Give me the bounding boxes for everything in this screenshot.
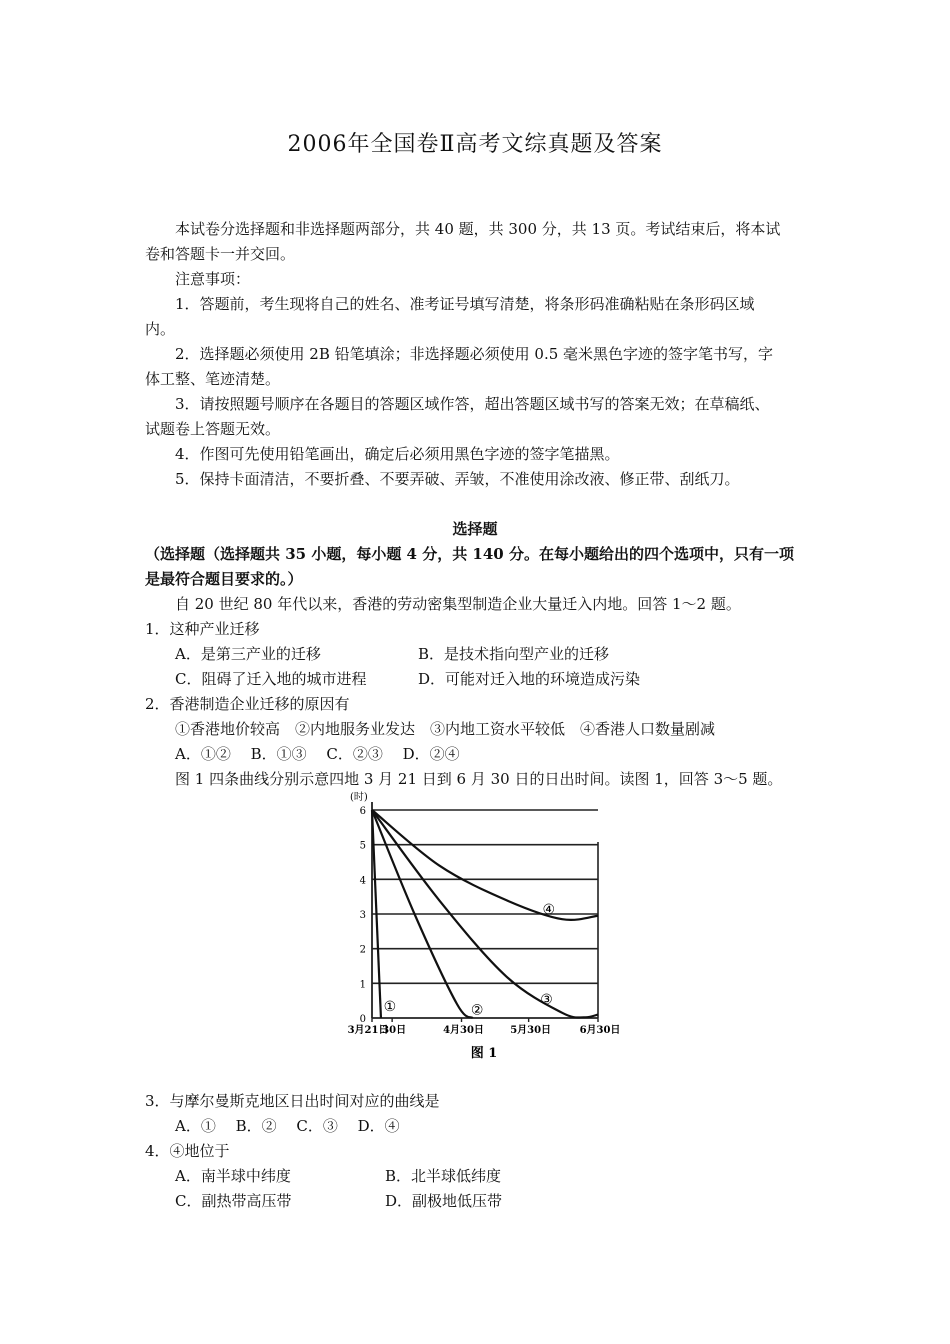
- section-desc-2: 是最符合题目要求的。）: [145, 570, 303, 588]
- section-heading: 选择题: [452, 520, 498, 538]
- page-title: 2006年全国卷Ⅱ高考文综真题及答案: [287, 132, 663, 157]
- curve-label-3: ③: [540, 991, 553, 1008]
- notice-5: 5．保持卡面清洁，不要折叠、不要弄破、弄皱，不准使用涂改液、修正带、刮纸刀。: [175, 470, 740, 488]
- q4-option-b: B．北半球低纬度: [385, 1167, 502, 1185]
- q1-option-c: C．阻碍了迁入地的城市进程: [175, 670, 367, 688]
- notice-3b: 试题卷上答题无效。: [145, 420, 281, 438]
- q1-option-b: B．是技术指向型产业的迁移: [418, 645, 610, 663]
- q1-option-d: D．可能对迁入地的环境造成污染: [418, 670, 641, 688]
- notice-4: 4．作图可先使用铅笔画出，确定后必须用黑色字迹的签字笔描黑。: [175, 445, 620, 463]
- y-tick-6: 6: [359, 806, 366, 817]
- q2-items: ①香港地价较高 ②内地服务业发达 ③内地工资水平较低 ④香港人口数量剧减: [175, 720, 716, 738]
- y-axis-label: (时): [350, 792, 368, 803]
- y-tick-3: 3: [359, 910, 366, 921]
- q4-option-a: A．南半球中纬度: [175, 1167, 291, 1185]
- stem-3-5: 图 1 四条曲线分别示意四地 3 月 21 日到 6 月 30 日的日出时间。读图 1，回答 3～5 题。: [175, 770, 783, 788]
- question-3: 3．与摩尔曼斯克地区日出时间对应的曲线是: [145, 1092, 440, 1110]
- question-1: 1．这种产业迁移: [145, 620, 260, 638]
- chart-axes: [372, 802, 598, 1018]
- figure-1-chart: [322, 785, 632, 1060]
- q3-options: A．① B．② C．③ D．④: [175, 1117, 400, 1135]
- notice-3a: 3．请按照题号顺序在各题目的答题区域作答，超出答题区域书写的答案无效；在草稿纸、: [175, 395, 770, 413]
- y-tick-1: 1: [359, 979, 366, 991]
- q1-options-row-2: [175, 668, 855, 690]
- x-tick-label-4: 6月30日: [579, 1025, 621, 1036]
- q4-option-d: D．副极地低压带: [385, 1192, 503, 1210]
- x-tick-label-3: 5月30日: [510, 1025, 552, 1036]
- x-tick-labels: [348, 1018, 621, 1036]
- notice-1a: 1．答题前，考生现将自己的姓名、准考证号填写清楚，将条形码准确粘贴在条形码区域: [175, 295, 755, 313]
- chart-title: 图 1: [470, 1046, 498, 1060]
- intro-line-1: 本试卷分选择题和非选择题两部分，共 40 题，共 300 分，共 13 页。考试结束后，将本试: [175, 220, 781, 238]
- q4-options-row-1: [175, 1165, 855, 1187]
- y-tick-5: 5: [359, 840, 366, 852]
- x-tick-label-1: 30日: [382, 1025, 407, 1036]
- stem-1-2: 自 20 世纪 80 年代以来，香港的劳动密集型制造企业大量迁入内地。回答 1～2 题。: [175, 595, 741, 613]
- section-desc-1: （选择题（选择题共 35 小题，每小题 4 分，共 140 分。在每小题给出的四个选项中，只有一项: [145, 545, 794, 563]
- x-tick-label-2: 4月30日: [443, 1025, 484, 1036]
- question-2: 2．香港制造企业迁移的原因有: [145, 695, 350, 713]
- curve-label-2: ②: [470, 1002, 484, 1019]
- curve-label-1: ①: [383, 998, 397, 1015]
- q4-option-c: C．副热带高压带: [175, 1192, 292, 1210]
- curve-labels: [384, 902, 555, 1019]
- curve-4: [372, 810, 598, 920]
- q2-options: A．①② B．①③ C．②③ D．②④: [175, 745, 460, 763]
- chart-grid: [372, 810, 598, 983]
- notice-2a: 2．选择题必须使用 2B 铅笔填涂；非选择题必须使用 0.5 毫米黑色字迹的签字笔书写，字: [175, 345, 774, 363]
- question-4: 4．④地位于: [145, 1142, 230, 1160]
- y-tick-labels: [360, 806, 366, 1025]
- q1-options-row-1: [175, 643, 855, 665]
- q4-options-row-2: [175, 1190, 855, 1212]
- intro-line-2: 卷和答题卡一并交回。: [145, 245, 296, 263]
- q1-option-a: A．是第三产业的迁移: [175, 645, 321, 663]
- x-tick-label-0: 3月21日: [347, 1025, 389, 1036]
- y-tick-2: 2: [359, 944, 366, 956]
- notice-2b: 体工整、笔迹清楚。: [145, 370, 281, 388]
- curve-label-4: ④: [542, 901, 556, 918]
- notice-1b: 内。: [145, 320, 176, 338]
- y-tick-0: 0: [359, 1014, 366, 1025]
- y-tick-4: 4: [359, 875, 366, 887]
- notice-heading: 注意事项：: [175, 270, 251, 288]
